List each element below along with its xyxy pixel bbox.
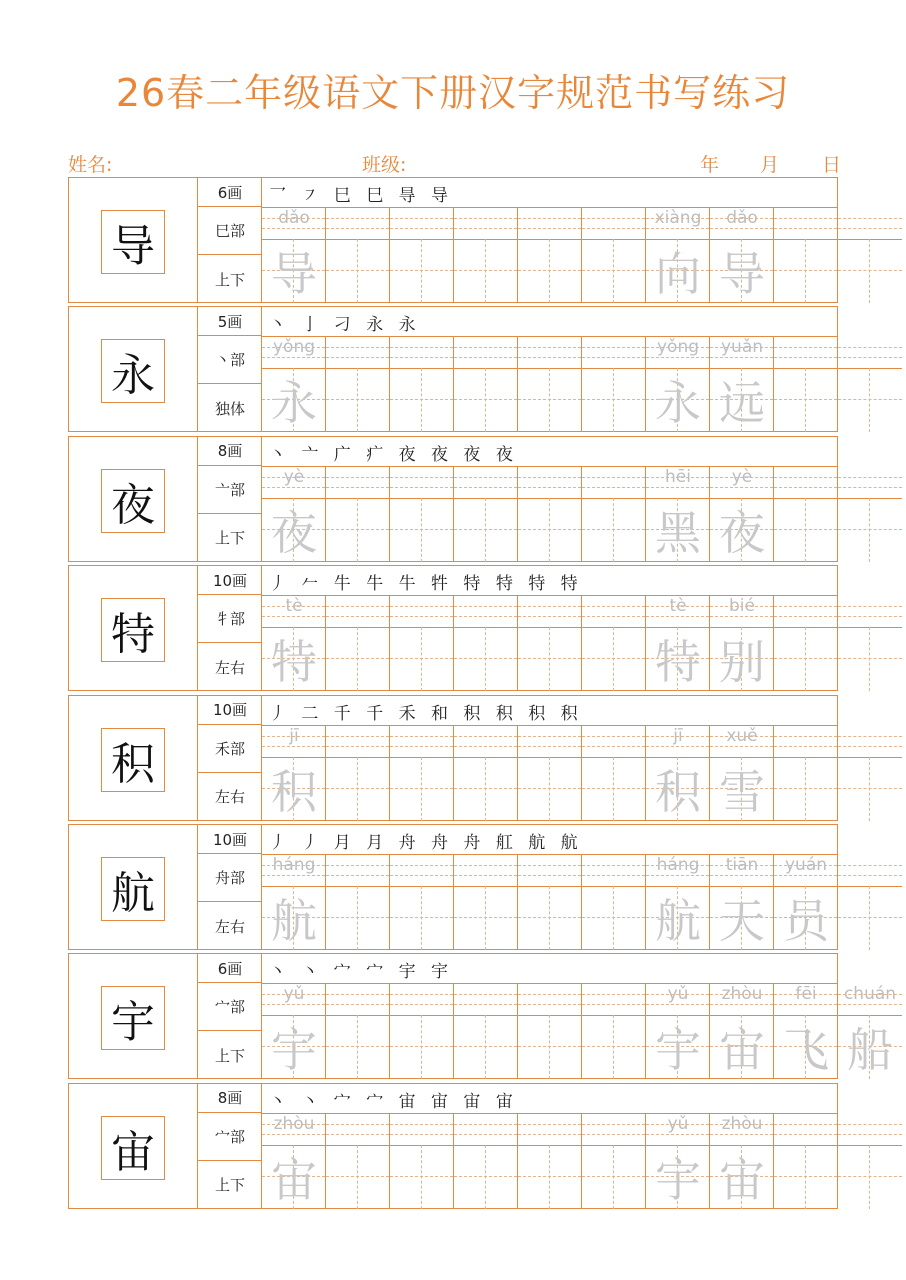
pinyin: zhòu <box>721 984 763 1005</box>
writing-cell[interactable] <box>646 207 710 303</box>
trace-char: 远 <box>719 376 765 431</box>
model-char: 夜 <box>101 469 165 533</box>
stroke-order: 丶 亅 刁 永 永 <box>269 315 421 336</box>
model-char-cell <box>69 954 198 1078</box>
writing-cell[interactable] <box>262 854 326 950</box>
writing-cell[interactable] <box>710 725 774 821</box>
radical: 宀部 <box>198 1113 262 1161</box>
stroke-order: 丶 丶 宀 宀 宇 宇 <box>269 962 454 983</box>
char-block <box>68 695 838 821</box>
writing-cell[interactable] <box>646 725 710 821</box>
model-char: 宇 <box>101 986 165 1050</box>
writing-cell[interactable] <box>582 725 646 821</box>
trace-char: 宇 <box>655 1023 701 1078</box>
writing-cell[interactable] <box>518 725 582 821</box>
writing-cell[interactable] <box>390 595 454 691</box>
writing-cell[interactable] <box>838 595 902 691</box>
writing-cell[interactable] <box>710 336 774 432</box>
trace-char: 航 <box>271 894 317 948</box>
pinyin: háng <box>656 855 700 875</box>
writing-cell[interactable] <box>774 854 838 950</box>
writing-cell[interactable] <box>774 466 838 562</box>
char-block <box>68 306 838 432</box>
writing-cell[interactable] <box>774 595 838 691</box>
writing-cell[interactable] <box>710 466 774 562</box>
trace-char: 导 <box>271 247 317 301</box>
pinyin: dǎo <box>726 208 758 228</box>
writing-cell[interactable] <box>582 207 646 303</box>
writing-cell[interactable] <box>326 595 390 691</box>
char-block <box>68 824 838 950</box>
trace-char: 特 <box>271 635 317 690</box>
writing-cell[interactable] <box>582 983 646 1079</box>
writing-cell[interactable] <box>454 725 518 821</box>
char-block <box>68 1083 838 1209</box>
structure: 左右 <box>214 788 245 807</box>
writing-cell[interactable] <box>646 595 710 691</box>
writing-cell[interactable] <box>262 725 326 821</box>
trace-char: 特 <box>655 635 701 690</box>
writing-cell[interactable] <box>454 983 518 1079</box>
trace-char: 雪 <box>719 764 765 819</box>
stroke-count: 5画 <box>198 307 262 336</box>
structure: 左右 <box>214 658 245 677</box>
writing-cell[interactable] <box>326 466 390 562</box>
trace-char: 航 <box>655 894 701 948</box>
char-info <box>198 954 262 1078</box>
stroke-count: 10画 <box>198 696 262 725</box>
writing-cell[interactable] <box>326 725 390 821</box>
pinyin: zhòu <box>721 1113 763 1134</box>
pinyin: fēi <box>795 984 817 1005</box>
class-label: 班级: <box>362 154 407 176</box>
char-info <box>198 307 262 431</box>
pinyin: tè <box>285 596 303 617</box>
writing-cell[interactable] <box>326 854 390 950</box>
char-info <box>198 825 262 949</box>
char-block <box>68 953 897 1079</box>
pinyin: yǔ <box>667 984 689 1005</box>
stroke-order: 丿 二 千 千 禾 和 积 积 积 积 <box>269 703 583 724</box>
model-char: 航 <box>101 857 165 921</box>
writing-cell[interactable] <box>454 595 518 691</box>
pinyin: tiān <box>725 855 759 875</box>
pinyin: bié <box>729 596 755 617</box>
pinyin: tè <box>669 596 687 617</box>
char-block <box>68 177 838 303</box>
writing-cell[interactable] <box>262 983 326 1079</box>
pinyin: xuě <box>726 725 758 746</box>
writing-cell[interactable] <box>326 207 390 303</box>
pinyin: hēi <box>665 466 691 487</box>
pinyin: chuán <box>843 984 897 1005</box>
writing-cell[interactable] <box>518 207 582 303</box>
writing-cell[interactable] <box>838 854 902 950</box>
structure: 上下 <box>214 529 245 548</box>
writing-cell[interactable] <box>838 983 902 1079</box>
pinyin: háng <box>272 855 316 875</box>
month-label: 月 <box>760 154 780 176</box>
radical: 丶部 <box>198 336 262 384</box>
writing-cell[interactable] <box>262 595 326 691</box>
writing-cell[interactable] <box>838 207 902 303</box>
writing-cell[interactable] <box>582 466 646 562</box>
model-char-cell <box>69 307 198 431</box>
writing-cell[interactable] <box>838 725 902 821</box>
trace-char: 夜 <box>271 505 317 560</box>
writing-cell[interactable] <box>838 466 902 562</box>
pinyin: yuán <box>784 855 828 875</box>
writing-cell[interactable] <box>390 336 454 432</box>
writing-cell[interactable] <box>838 1113 902 1209</box>
stroke-count: 10画 <box>198 825 262 854</box>
writing-cell[interactable] <box>774 336 838 432</box>
trace-char: 宙 <box>719 1152 765 1207</box>
radical: 宀部 <box>198 983 262 1031</box>
trace-char: 宙 <box>271 1152 317 1207</box>
stroke-order: 丿 丿 月 月 舟 舟 舟 舡 航 航 <box>269 833 583 853</box>
writing-cell[interactable] <box>582 595 646 691</box>
model-char-cell <box>69 178 198 302</box>
pinyin: yè <box>283 466 305 487</box>
writing-cell[interactable] <box>454 207 518 303</box>
pinyin: jī <box>673 725 683 746</box>
writing-cell[interactable] <box>710 854 774 950</box>
writing-cell[interactable] <box>518 854 582 950</box>
writing-cell[interactable] <box>774 725 838 821</box>
trace-char: 积 <box>655 764 701 819</box>
structure: 独体 <box>214 399 245 418</box>
pinyin: yǔ <box>667 1113 689 1134</box>
writing-cell[interactable] <box>838 336 902 432</box>
trace-char: 宙 <box>719 1023 765 1078</box>
model-char-cell <box>69 696 198 820</box>
pinyin: dǎo <box>278 208 310 228</box>
writing-cell[interactable] <box>454 1113 518 1209</box>
writing-cell[interactable] <box>518 336 582 432</box>
writing-cell[interactable] <box>262 207 326 303</box>
char-info <box>198 696 262 820</box>
writing-cell[interactable] <box>646 1113 710 1209</box>
writing-cell[interactable] <box>262 1113 326 1209</box>
trace-char: 永 <box>655 376 701 431</box>
char-block <box>68 436 838 562</box>
structure: 上下 <box>214 270 245 289</box>
model-char: 导 <box>101 210 165 274</box>
page-title: 26春二年级语文下册汉字规范书写练习 <box>115 71 791 115</box>
writing-cell[interactable] <box>390 466 454 562</box>
writing-cell[interactable] <box>390 983 454 1079</box>
pinyin: yǒng <box>656 337 700 358</box>
char-info <box>198 566 262 690</box>
stroke-count: 8画 <box>198 1084 262 1113</box>
model-char-cell <box>69 825 198 949</box>
writing-cell[interactable] <box>262 336 326 432</box>
stroke-count: 6画 <box>198 178 262 207</box>
trace-char: 员 <box>783 894 829 948</box>
trace-char: 宇 <box>655 1152 701 1207</box>
trace-char: 黑 <box>655 505 701 560</box>
model-char-cell <box>69 437 198 561</box>
writing-cell[interactable] <box>582 1113 646 1209</box>
trace-char: 积 <box>271 764 317 819</box>
stroke-order: 丶 亠 广 疒 夜 夜 夜 夜 <box>269 444 518 465</box>
trace-char: 向 <box>655 247 701 301</box>
structure: 上下 <box>214 1176 245 1195</box>
writing-cell[interactable] <box>390 725 454 821</box>
year-label: 年 <box>700 154 720 176</box>
writing-cell[interactable] <box>454 854 518 950</box>
writing-cell[interactable] <box>646 466 710 562</box>
writing-cell[interactable] <box>326 336 390 432</box>
trace-char: 飞 <box>783 1023 829 1078</box>
model-char: 宙 <box>101 1116 165 1180</box>
writing-cell[interactable] <box>710 1113 774 1209</box>
trace-char: 天 <box>719 894 765 948</box>
writing-cell[interactable] <box>518 595 582 691</box>
trace-char: 宇 <box>271 1023 317 1078</box>
trace-char: 夜 <box>719 505 765 560</box>
stroke-count: 10画 <box>198 566 262 595</box>
char-info <box>198 437 262 561</box>
radical: 亠部 <box>198 466 262 514</box>
trace-char: 别 <box>719 635 765 690</box>
radical: 牜部 <box>198 595 262 643</box>
trace-char: 永 <box>271 376 317 431</box>
model-char: 积 <box>101 728 165 792</box>
char-info <box>198 178 262 302</box>
structure: 左右 <box>214 917 245 936</box>
writing-cell[interactable] <box>454 466 518 562</box>
writing-cell[interactable] <box>390 207 454 303</box>
model-char: 特 <box>101 598 165 662</box>
pinyin: zhòu <box>273 1113 315 1134</box>
writing-cell[interactable] <box>646 854 710 950</box>
radical: 巳部 <box>198 207 262 255</box>
stroke-count: 6画 <box>198 954 262 983</box>
writing-cell[interactable] <box>390 1113 454 1209</box>
writing-cell[interactable] <box>710 983 774 1079</box>
writing-cell[interactable] <box>582 336 646 432</box>
pinyin: yǒng <box>272 337 316 358</box>
writing-cell[interactable] <box>326 1113 390 1209</box>
writing-cell[interactable] <box>774 1113 838 1209</box>
writing-cell[interactable] <box>518 466 582 562</box>
pinyin: yǔ <box>283 984 305 1005</box>
writing-cell[interactable] <box>774 207 838 303</box>
writing-cell[interactable] <box>582 854 646 950</box>
writing-cell[interactable] <box>518 983 582 1079</box>
model-char-cell <box>69 566 198 690</box>
trace-char: 导 <box>719 247 765 301</box>
stroke-order: 丿 𠂉 牛 牛 牛 牪 特 特 特 特 <box>269 574 583 595</box>
stroke-order: 丶 丶 宀 宀 宙 宙 宙 宙 <box>269 1091 518 1112</box>
model-char: 永 <box>101 339 165 403</box>
radical: 舟部 <box>198 854 262 902</box>
writing-cell[interactable] <box>710 595 774 691</box>
pinyin: xiàng <box>654 208 702 228</box>
model-char-cell <box>69 1084 198 1208</box>
writing-cell[interactable] <box>646 336 710 432</box>
radical: 禾部 <box>198 725 262 773</box>
day-label: 日 <box>822 154 842 176</box>
pinyin: jī <box>289 725 299 746</box>
writing-cell[interactable] <box>326 983 390 1079</box>
name-label: 姓名: <box>68 154 113 176</box>
writing-cell[interactable] <box>646 983 710 1079</box>
writing-cell[interactable] <box>262 466 326 562</box>
char-info <box>198 1084 262 1208</box>
writing-cell[interactable] <box>518 1113 582 1209</box>
stroke-order: 乛 ㇇ 巳 巳 㝵 导 <box>269 186 454 206</box>
pinyin: yè <box>731 466 753 487</box>
pinyin: yuǎn <box>720 337 764 358</box>
writing-cell[interactable] <box>710 207 774 303</box>
char-block <box>68 565 838 691</box>
writing-cell[interactable] <box>454 336 518 432</box>
writing-cell[interactable] <box>774 983 838 1079</box>
stroke-count: 8画 <box>198 437 262 466</box>
writing-cell[interactable] <box>390 854 454 950</box>
structure: 上下 <box>214 1046 245 1065</box>
trace-char: 船 <box>847 1023 893 1078</box>
